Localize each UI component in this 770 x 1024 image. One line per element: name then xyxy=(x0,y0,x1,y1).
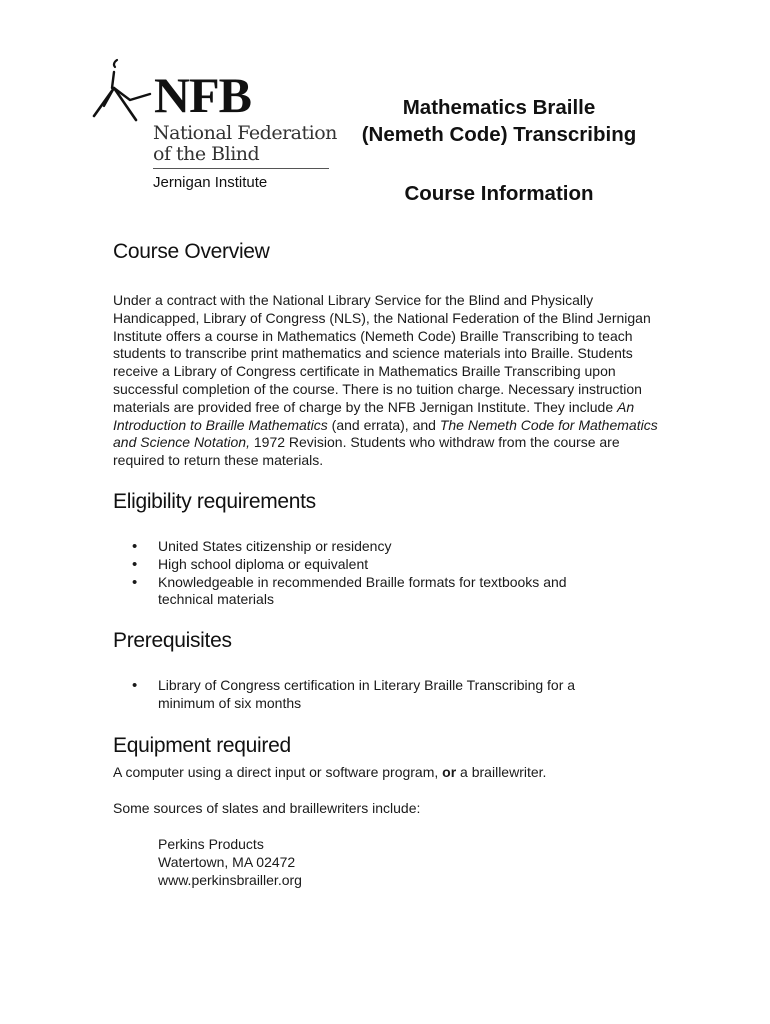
document-subtitle: Course Information xyxy=(404,182,594,205)
book-title-intro-braille-math: An Introduction to Braille Mathematics xyxy=(113,398,635,433)
address-city: Watertown, MA 02472 xyxy=(158,854,296,871)
title-line2: (Nemeth Code) Transcribing xyxy=(361,123,637,146)
list-item: • Library of Congress certification in Literary Braille Transcribing for a minimum of six months xyxy=(113,677,618,713)
section-heading-eligibility: Eligibility requirements xyxy=(113,489,316,513)
overview-text-part3: 1972 Revision. Students who withdraw from the course are required to return these materials. xyxy=(113,434,620,469)
overview-text-part2: (and errata), and xyxy=(327,416,440,433)
overview-text-part1: Under a contract with the National Library Service for the Blind and Physically Handicapped, Library of Congress (NLS), the National Federation of the Blind Jernigan Institute offers a course in Mathematics (Nemeth Code) Braille Transcribing to teach students to transcribe print mathematics and science materials into Braille. Students receive a Library of Congress certificate in Mathematics Braille Transcribing upon successful completion of the course. There is no tuition charge. Necessary instruction materials are provided free of charge by the NFB Jernigan Institute. They include xyxy=(113,292,651,415)
sources-intro: Some sources of slates and braillewriters include: xyxy=(113,799,421,816)
document-body xyxy=(113,238,673,890)
list-item: • High school diploma or equivalent xyxy=(113,556,618,574)
prerequisites-list xyxy=(113,677,673,713)
logo-divider xyxy=(153,168,329,169)
equipment-paragraph xyxy=(113,764,673,782)
nfb-whozit-figure-icon xyxy=(90,58,152,124)
logo-org-line1: National Federation xyxy=(153,122,337,144)
section-heading-equipment: Equipment required xyxy=(113,733,291,757)
list-item: • Knowledgeable in recommended Braille formats for textbooks and technical materials xyxy=(113,574,618,610)
eligibility-list xyxy=(113,538,673,609)
nfb-logo xyxy=(90,56,335,196)
document-title xyxy=(340,94,658,148)
book-title-nemeth-code: The Nemeth Code for Mathematics and Science Notation, xyxy=(113,416,658,451)
address-name: Perkins Products xyxy=(158,836,264,853)
logo-wordmark: NFB xyxy=(154,67,251,123)
section-heading-overview: Course Overview xyxy=(113,240,270,263)
equipment-text-before: A computer using a direct input or software program, xyxy=(113,763,443,780)
logo-institute-name: Jernigan Institute xyxy=(153,174,268,191)
equipment-text-bold: or xyxy=(442,763,457,780)
overview-paragraph xyxy=(113,292,658,470)
perkins-address-block xyxy=(113,836,673,889)
logo-org-line2: of the Blind xyxy=(153,143,260,165)
equipment-text-after: a braillewriter. xyxy=(456,763,547,780)
title-line1: Mathematics Braille xyxy=(402,96,596,119)
address-url: www.perkinsbrailler.org xyxy=(158,871,302,888)
section-heading-prerequisites: Prerequisites xyxy=(113,629,232,653)
logo-organization-name xyxy=(153,123,337,165)
list-item: • United States citizenship or residency xyxy=(113,538,618,556)
